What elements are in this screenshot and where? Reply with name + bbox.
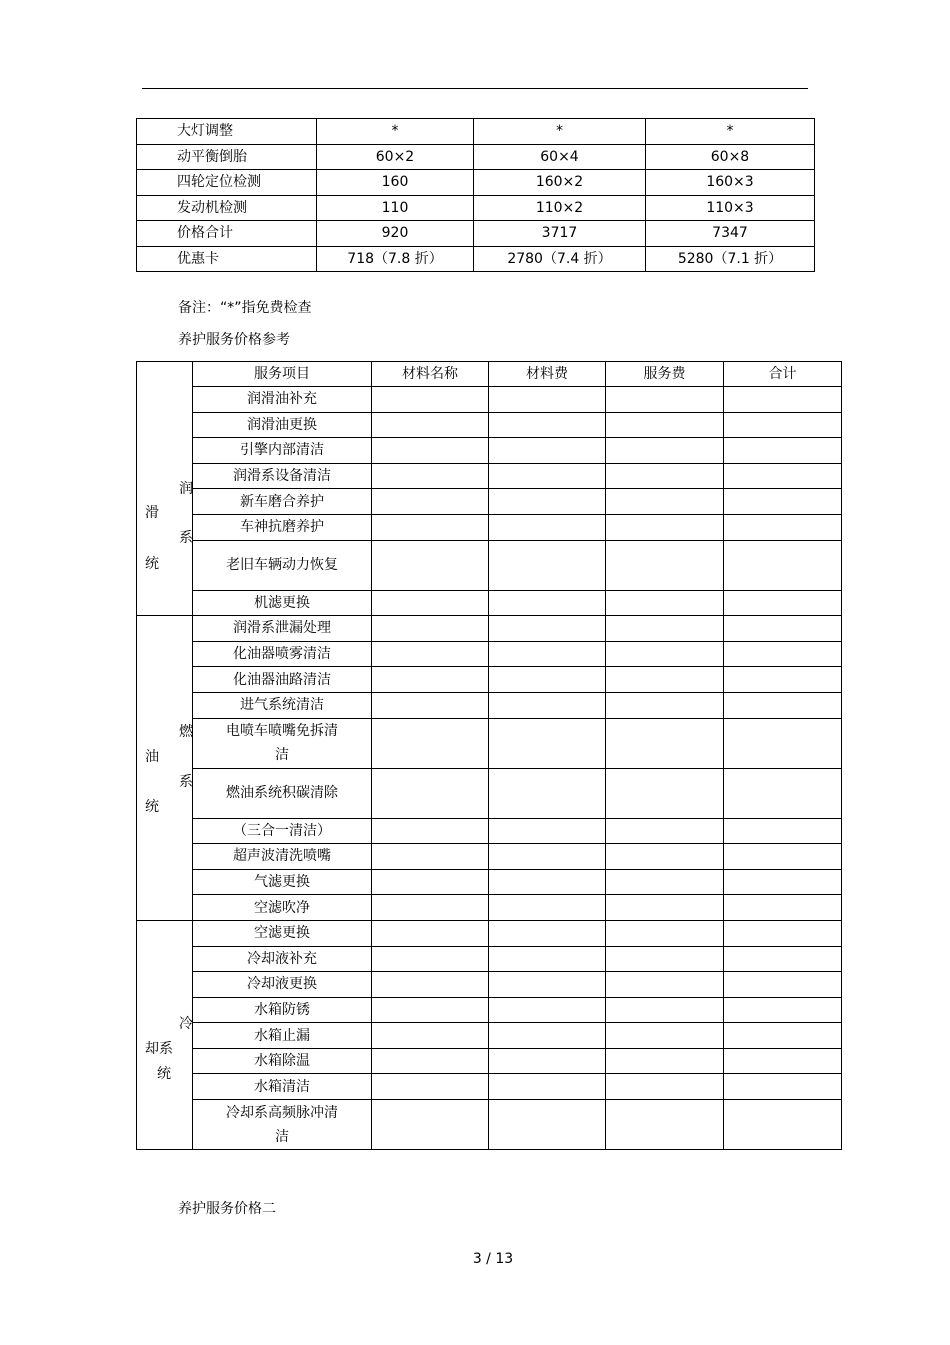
service-item: 润滑油补充 (193, 387, 372, 413)
cell: 60×2 (317, 144, 474, 170)
empty-cell (606, 920, 724, 946)
empty-cell (606, 438, 724, 464)
service-price-table (136, 361, 842, 1150)
empty-cell (489, 463, 606, 489)
empty-cell (724, 463, 842, 489)
empty-cell (372, 667, 489, 693)
table-row (137, 412, 842, 438)
header-rule (142, 88, 808, 89)
empty-cell (606, 540, 724, 590)
empty-cell (489, 818, 606, 844)
empty-cell (489, 869, 606, 895)
cell: 3717 (474, 221, 646, 247)
empty-cell (606, 412, 724, 438)
group-header-cell (137, 362, 193, 387)
service-item (193, 540, 372, 590)
empty-cell (489, 387, 606, 413)
service-item: 空滤更换 (193, 920, 372, 946)
service-item-text: 电喷车喷嘴免拆清洁 (226, 723, 338, 764)
price-table (136, 118, 815, 272)
empty-cell (724, 1100, 842, 1150)
row-label: 优惠卡 (137, 246, 317, 272)
table-row (137, 641, 842, 667)
service-item: 润滑系泄漏处理 (193, 616, 372, 642)
note-text: 备注：“*”指免费检查 (178, 300, 312, 316)
group-label-char: 统 (145, 555, 159, 572)
empty-cell (606, 818, 724, 844)
service-item: 化油器喷雾清洁 (193, 641, 372, 667)
empty-cell (372, 895, 489, 921)
group-label-char: 燃 (179, 724, 193, 741)
empty-cell (606, 692, 724, 718)
empty-cell (724, 895, 842, 921)
empty-cell (724, 412, 842, 438)
table-row (137, 844, 842, 870)
cell: 160 (317, 170, 474, 196)
header-row (137, 362, 842, 387)
table-row (137, 246, 815, 272)
service-item: 冷却液更换 (193, 972, 372, 998)
table-row (137, 119, 815, 145)
service-item: 超声波清洗喷嘴 (193, 844, 372, 870)
service-item-text: 老旧车辆动力恢复 (226, 557, 338, 574)
cell: 7347 (646, 221, 815, 247)
column-header: 材料名称 (372, 362, 489, 387)
empty-cell (372, 920, 489, 946)
table-row (137, 869, 842, 895)
cell: 110 (317, 195, 474, 221)
empty-cell (489, 438, 606, 464)
empty-cell (489, 768, 606, 818)
empty-cell (724, 438, 842, 464)
column-header: 合计 (724, 362, 842, 387)
group-label-char: 润 (179, 480, 193, 497)
service-item: 润滑系设备清洁 (193, 463, 372, 489)
empty-cell (724, 997, 842, 1023)
empty-cell (606, 972, 724, 998)
empty-cell (724, 768, 842, 818)
empty-cell (372, 946, 489, 972)
empty-cell (372, 641, 489, 667)
cell: 110×2 (474, 195, 646, 221)
empty-cell (489, 412, 606, 438)
empty-cell (606, 844, 724, 870)
row-label: 动平衡倒胎 (137, 144, 317, 170)
section-title-2: 养护服务价格二 (178, 1201, 276, 1217)
table-row (137, 1100, 842, 1150)
empty-cell (606, 1048, 724, 1074)
row-label: 四轮定位检测 (137, 170, 317, 196)
empty-cell (372, 718, 489, 768)
empty-cell (372, 869, 489, 895)
cell: 5280（7.1 折） (646, 246, 815, 272)
column-header: 材料费 (489, 362, 606, 387)
table-row (137, 387, 842, 413)
empty-cell (724, 818, 842, 844)
empty-cell (724, 1074, 842, 1100)
cell: 2780（7.4 折） (474, 246, 646, 272)
empty-cell (372, 616, 489, 642)
empty-cell (724, 844, 842, 870)
empty-cell (606, 1023, 724, 1049)
empty-cell (489, 844, 606, 870)
empty-cell (489, 1023, 606, 1049)
table-row (137, 221, 815, 247)
empty-cell (724, 1023, 842, 1049)
table-row (137, 692, 842, 718)
empty-cell (489, 1074, 606, 1100)
cell: 160×2 (474, 170, 646, 196)
group-label-cell (137, 387, 193, 616)
empty-cell (724, 972, 842, 998)
empty-cell (606, 387, 724, 413)
page-number: 3 / 13 (472, 1251, 514, 1267)
group-label-char: 系 (179, 529, 193, 546)
cell: 110×3 (646, 195, 815, 221)
service-item: 车神抗磨养护 (193, 514, 372, 540)
empty-cell (489, 692, 606, 718)
empty-cell (724, 1048, 842, 1074)
empty-cell (372, 972, 489, 998)
table-row (137, 616, 842, 642)
empty-cell (489, 590, 606, 616)
empty-cell (606, 718, 724, 768)
empty-cell (489, 718, 606, 768)
service-item: 水箱清洁 (193, 1074, 372, 1100)
empty-cell (489, 616, 606, 642)
empty-cell (489, 641, 606, 667)
empty-cell (724, 692, 842, 718)
table-row (137, 1048, 842, 1074)
empty-cell (606, 514, 724, 540)
group-label-char: 却系 (145, 1040, 173, 1057)
empty-cell (372, 387, 489, 413)
empty-cell (724, 616, 842, 642)
table-row (137, 170, 815, 196)
service-item: 水箱除温 (193, 1048, 372, 1074)
cell: * (317, 119, 474, 145)
table-row (137, 768, 842, 818)
empty-cell (606, 1100, 724, 1150)
group-label-cell (137, 920, 193, 1149)
empty-cell (489, 540, 606, 590)
cell: 718（7.8 折） (317, 246, 474, 272)
empty-cell (372, 514, 489, 540)
empty-cell (489, 1100, 606, 1150)
table-row (137, 540, 842, 590)
empty-cell (372, 1023, 489, 1049)
table-row (137, 1074, 842, 1100)
table-row (137, 997, 842, 1023)
empty-cell (724, 667, 842, 693)
service-item: 空滤吹净 (193, 895, 372, 921)
empty-cell (372, 540, 489, 590)
section-title: 养护服务价格参考 (178, 332, 290, 348)
empty-cell (372, 590, 489, 616)
cell: 60×8 (646, 144, 815, 170)
empty-cell (372, 1074, 489, 1100)
empty-cell (372, 844, 489, 870)
empty-cell (372, 692, 489, 718)
table-row (137, 972, 842, 998)
empty-cell (606, 489, 724, 515)
table-row (137, 718, 842, 768)
service-item: 引擎内部清洁 (193, 438, 372, 464)
service-item: 气滤更换 (193, 869, 372, 895)
group-label-cell (137, 616, 193, 921)
empty-cell (489, 972, 606, 998)
empty-cell (606, 895, 724, 921)
table-row (137, 438, 842, 464)
service-item: 润滑油更换 (193, 412, 372, 438)
table-row (137, 514, 842, 540)
empty-cell (489, 920, 606, 946)
empty-cell (724, 590, 842, 616)
column-header: 服务费 (606, 362, 724, 387)
empty-cell (372, 438, 489, 464)
table-row (137, 818, 842, 844)
empty-cell (372, 768, 489, 818)
table-row (137, 463, 842, 489)
table-row (137, 144, 815, 170)
group-label-char: 滑 (145, 504, 159, 521)
empty-cell (489, 667, 606, 693)
service-item: 水箱止漏 (193, 1023, 372, 1049)
empty-cell (489, 514, 606, 540)
empty-cell (372, 463, 489, 489)
table-row (137, 489, 842, 515)
empty-cell (606, 946, 724, 972)
service-item-text: 燃油系统积碳清除 (226, 785, 338, 802)
empty-cell (724, 920, 842, 946)
empty-cell (489, 1048, 606, 1074)
table-row (137, 590, 842, 616)
empty-cell (606, 1074, 724, 1100)
empty-cell (372, 489, 489, 515)
row-label: 发动机检测 (137, 195, 317, 221)
empty-cell (724, 387, 842, 413)
empty-cell (724, 869, 842, 895)
column-header: 服务项目 (193, 362, 372, 387)
row-label: 大灯调整 (137, 119, 317, 145)
empty-cell (372, 1100, 489, 1150)
service-item: （三合一清洁） (193, 818, 372, 844)
group-label-char: 油 (145, 749, 159, 766)
empty-cell (606, 590, 724, 616)
service-item (193, 718, 372, 768)
table-row (137, 920, 842, 946)
service-item (193, 768, 372, 818)
service-item: 进气系统清洁 (193, 692, 372, 718)
table-row (137, 946, 842, 972)
service-item-text: 冷却系高频脉冲清洁 (226, 1104, 338, 1145)
empty-cell (489, 946, 606, 972)
table-row (137, 667, 842, 693)
empty-cell (724, 489, 842, 515)
empty-cell (606, 997, 724, 1023)
empty-cell (606, 869, 724, 895)
empty-cell (606, 768, 724, 818)
service-item: 机滤更换 (193, 590, 372, 616)
group-label-char: 系 (179, 774, 193, 791)
empty-cell (489, 895, 606, 921)
row-label: 价格合计 (137, 221, 317, 247)
service-item: 水箱防锈 (193, 997, 372, 1023)
cell: * (474, 119, 646, 145)
group-label-char: 统 (145, 799, 159, 816)
cell: * (646, 119, 815, 145)
service-item: 化油器油路清洁 (193, 667, 372, 693)
empty-cell (724, 718, 842, 768)
cell: 160×3 (646, 170, 815, 196)
empty-cell (724, 540, 842, 590)
service-item: 新车磨合养护 (193, 489, 372, 515)
empty-cell (372, 1048, 489, 1074)
empty-cell (489, 997, 606, 1023)
empty-cell (724, 514, 842, 540)
empty-cell (606, 463, 724, 489)
service-item (193, 1100, 372, 1150)
empty-cell (372, 412, 489, 438)
service-item: 冷却液补充 (193, 946, 372, 972)
empty-cell (606, 667, 724, 693)
group-label-char: 统 (157, 1065, 171, 1082)
empty-cell (606, 616, 724, 642)
empty-cell (606, 641, 724, 667)
empty-cell (724, 946, 842, 972)
group-label-char: 冷 (179, 1015, 193, 1032)
empty-cell (489, 489, 606, 515)
table-row (137, 895, 842, 921)
empty-cell (372, 997, 489, 1023)
empty-cell (724, 641, 842, 667)
cell: 920 (317, 221, 474, 247)
empty-cell (372, 818, 489, 844)
table-row (137, 195, 815, 221)
cell: 60×4 (474, 144, 646, 170)
table-row (137, 1023, 842, 1049)
